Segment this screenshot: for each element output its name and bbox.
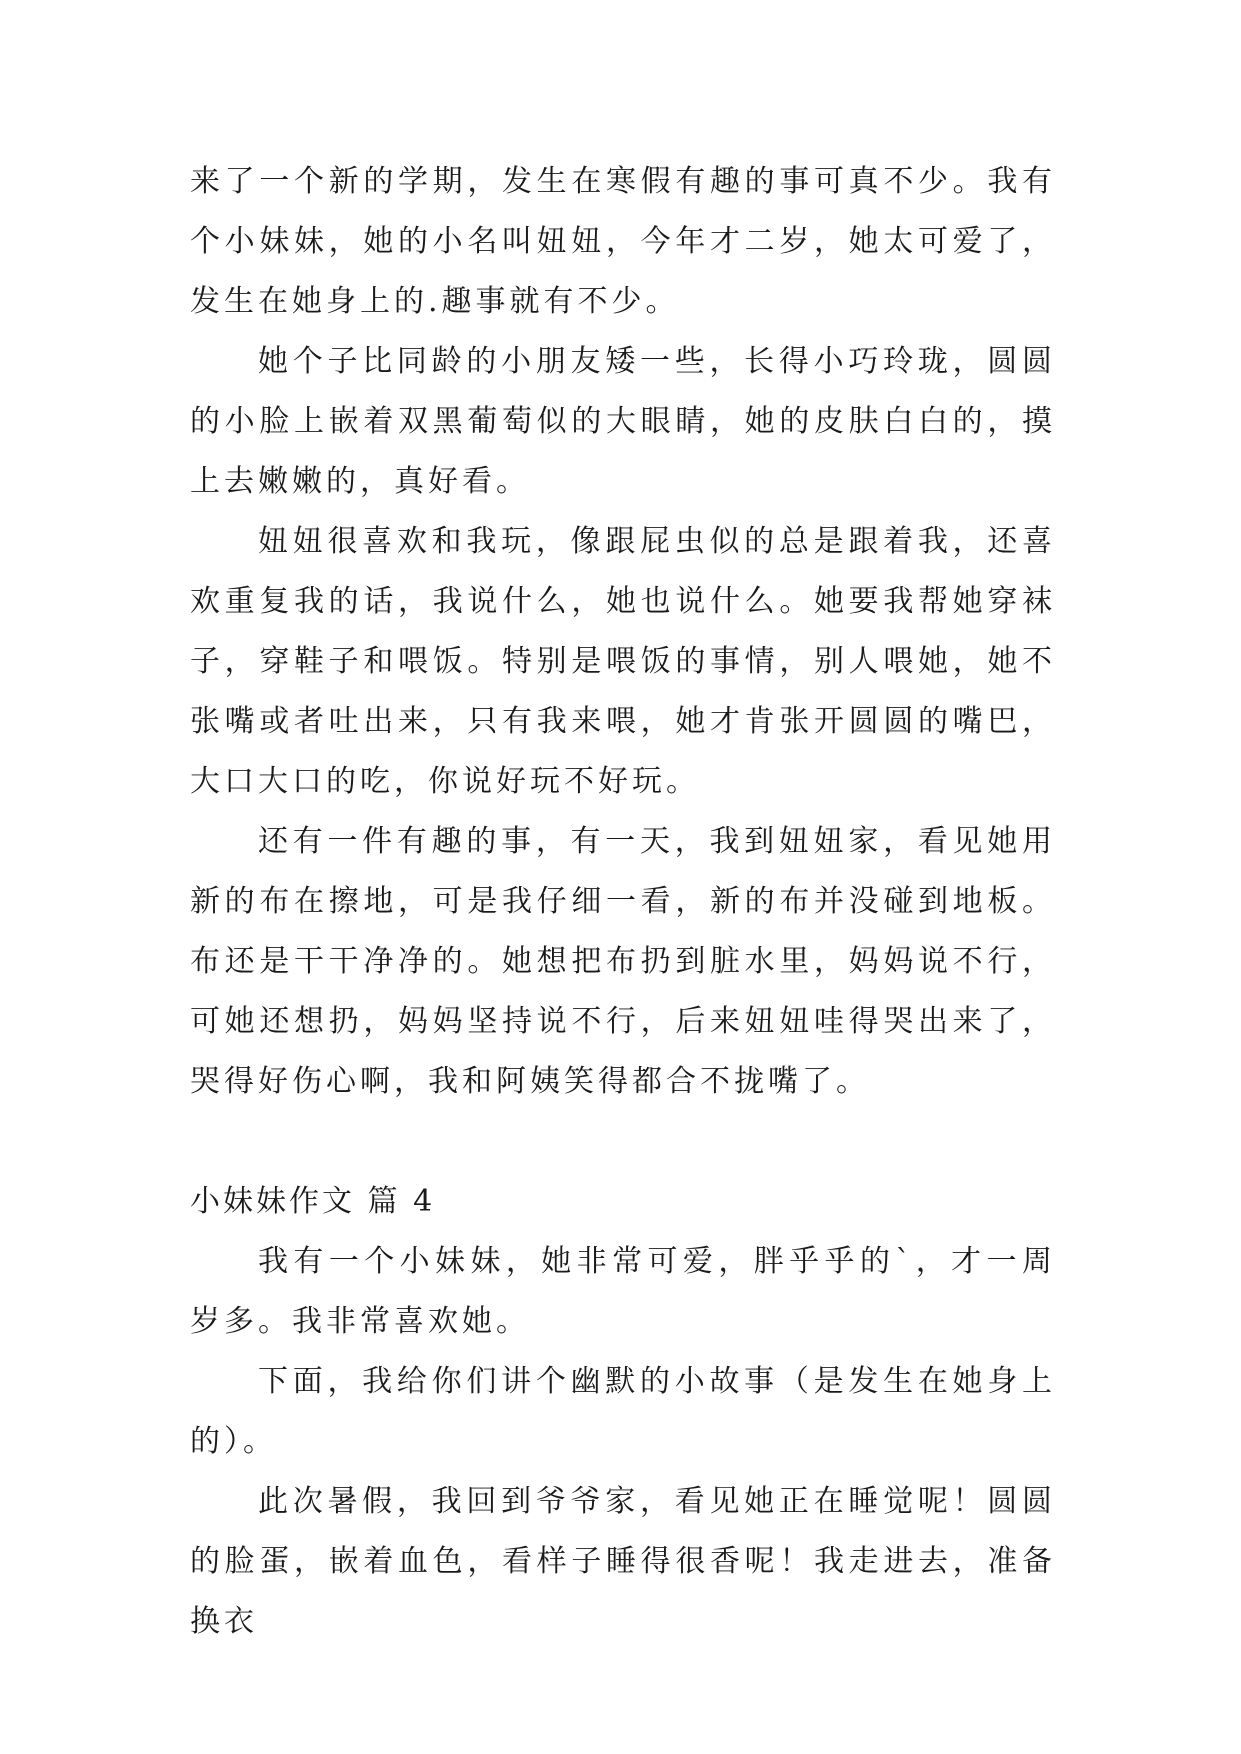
paragraph-section-3: 此次暑假，我回到爷爷家，看见她正在睡觉呢！圆圆的脸蛋，嵌着血色，看样子睡得很香呢！我走进去，准备换衣	[190, 1484, 1056, 1639]
paragraph-intro-1: 来了一个新的学期，发生在寒假有趣的事可真不少。我有个小妹妹，她的小名叫妞妞，今年才二岁，她太可爱了，发生在她身上的.趣事就有不少。	[190, 164, 1056, 319]
document-body	[190, 152, 1056, 1652]
paragraph-section-2: 下面，我给你们讲个幽默的小故事（是发生在她身上的）。	[190, 1364, 1056, 1459]
section-heading: 小妹妹作文 篇 4	[190, 1184, 436, 1219]
paragraph-intro-3: 妞妞很喜欢和我玩，像跟屁虫似的总是跟着我，还喜欢重复我的话，我说什么，她也说什么。她要我帮她穿袜子，穿鞋子和喂饭。特别是喂饭的事情，别人喂她，她不张嘴或者吐出来，只有我来喂，她才肯张开圆圆的嘴巴，大口大口的吃，你说好玩不好玩。	[190, 524, 1056, 799]
paragraph-intro-2: 她个子比同龄的小朋友矮一些，长得小巧玲珑，圆圆的小脸上嵌着双黑葡萄似的大眼睛，她的皮肤白白的，摸上去嫩嫩的，真好看。	[190, 344, 1056, 499]
paragraph-intro-4: 还有一件有趣的事，有一天，我到妞妞家，看见她用新的布在擦地，可是我仔细一看，新的布并没碰到地板。布还是干干净净的。她想把布扔到脏水里，妈妈说不行，可她还想扔，妈妈坚持说不行，后来妞妞哇得哭出来了，哭得好伤心啊，我和阿姨笑得都合不拢嘴了。	[190, 824, 1056, 1099]
paragraph-section-1: 我有一个小妹妹，她非常可爱，胖乎乎的`，才一周岁多。我非常喜欢她。	[190, 1244, 1056, 1339]
